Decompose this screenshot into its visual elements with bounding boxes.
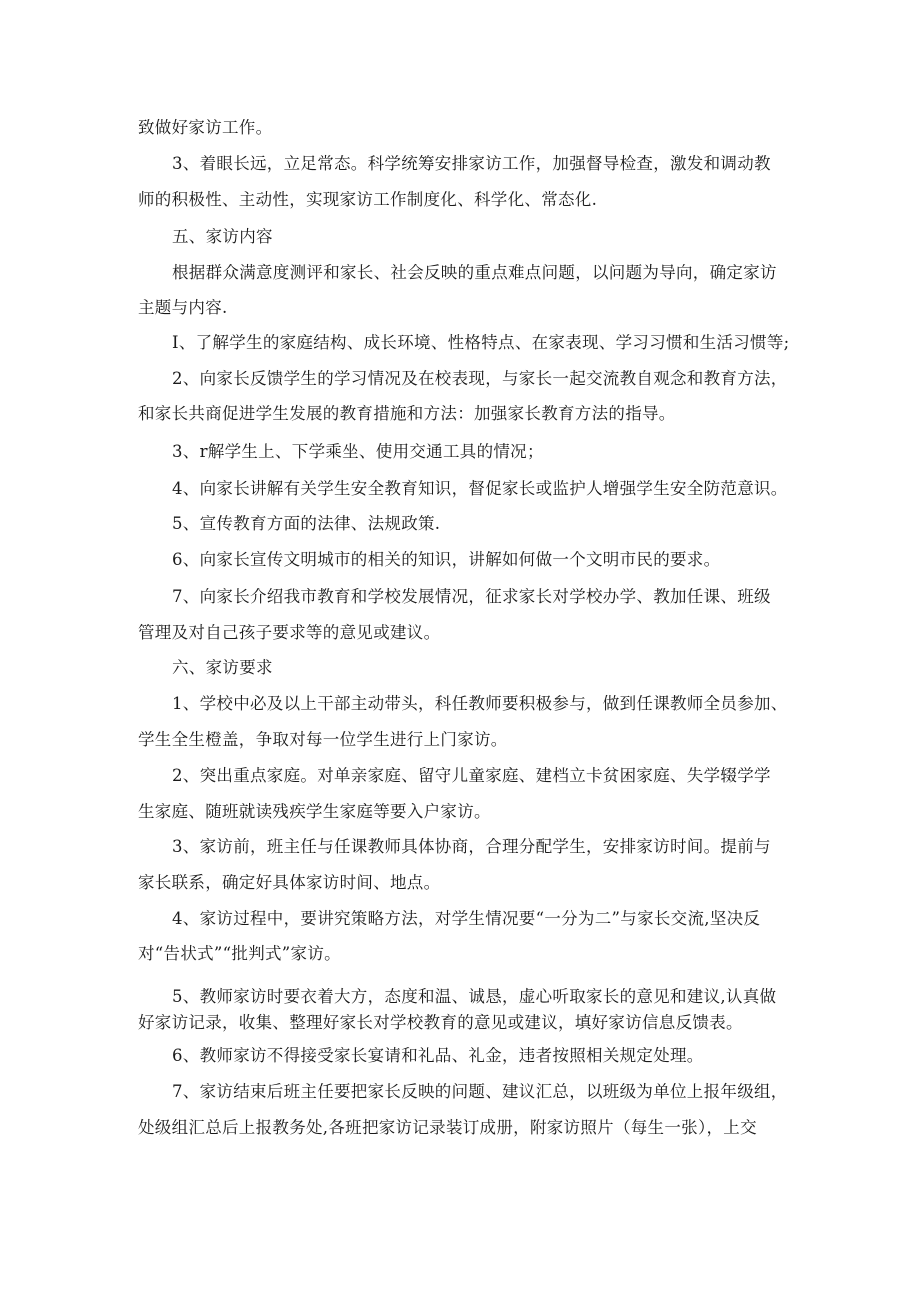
text-line: 家长联系，确定好具体家访时间、地点。	[138, 873, 441, 892]
text-line: 6、向家长宣传文明城市的相关的知识，讲解如何做一个文明市民的要求。	[172, 550, 721, 569]
section-heading: 六、家访要求	[172, 658, 273, 677]
text-line: 致做好家访工作。	[138, 118, 273, 137]
text-line: 6、教师家访不得接受家长宴请和礼品、礼金，违者按照相关规定处理。	[172, 1046, 704, 1065]
section-heading: 五、家访内容	[172, 227, 273, 246]
text-line: 和家长共商促进学生发展的教育措施和方法：加强家长教育方法的指导。	[138, 404, 676, 423]
text-line: 根据群众满意度测评和家长、社会反映的重点难点问题，以问题为导向，确定家访	[172, 263, 777, 282]
text-line: 7、向家长介绍我市教育和学校发展情况，征求家长对学校办学、教加任课、班级	[172, 587, 771, 606]
text-line: 处级组汇总后上报教务处,各班把家访记录装订成册，附家访照片（每生一张），上交	[138, 1118, 757, 1137]
text-line: I、了解学生的家庭结构、成长环境、性格特点、在家表现、学习习惯和生活习惯等;	[172, 333, 790, 352]
text-line: 3、着眼长远，立足常态。科学统筹安排家访工作，加强督导检查，激发和调动教	[172, 154, 771, 173]
text-line: 主题与内容.	[138, 298, 228, 317]
text-line: 学生全生橙盖，争取对每一位学生进行上门家访。	[138, 730, 508, 749]
text-line: 生家庭、随班就读残疾学生家庭等要入户家访。	[138, 802, 491, 821]
text-line: 5、教师家访时要衣着大方，态度和温、诚恳，虚心听取家长的意见和建议,认真做	[172, 987, 777, 1006]
text-line: 7、家访结束后班主任要把家长反映的问题、建议汇总，以班级为单位上报年级组，	[172, 1082, 788, 1101]
text-line: 4、向家长讲解有关学生安全教育知识，督促家长或监护人增强学生安全防范意识。	[172, 479, 788, 498]
text-line: 5、宣传教育方面的法律、法规政策.	[172, 514, 441, 533]
text-line: 好家访记录，收集、整理好家长对学校教育的意见或建议，填好家访信息反馈表。	[138, 1013, 743, 1032]
text-line: 管理及对自己孩子要求等的意见或建议。	[138, 623, 441, 642]
text-line: 2、突出重点家庭。对单亲家庭、留守儿童家庭、建档立卡贫困家庭、失学辍学学	[172, 766, 771, 785]
text-line: 对“告状式”“批判式”家访。	[138, 944, 341, 963]
text-line: 2、向家长反馈学生的学习情况及在校表现，与家长一起交流教自观念和教育方法，	[172, 369, 788, 388]
text-line: 1、学校中必及以上干部主动带头，科任教师要积极参与，做到任课教师全员参加、	[172, 694, 788, 713]
text-line: 师的积极性、主动性，实现家访工作制度化、科学化、常态化.	[138, 190, 598, 209]
text-line: 3、r解学生上、下学乘坐、使用交通工具的情况；	[172, 442, 544, 461]
text-line: 3、家访前，班主任与任课教师具体协商，合理分配学生，安排家访时间。提前与	[172, 837, 771, 856]
text-line: 4、家访过程中，要讲究策略方法，对学生情况要“一分为二”与家长交流,坚决反	[172, 909, 761, 928]
